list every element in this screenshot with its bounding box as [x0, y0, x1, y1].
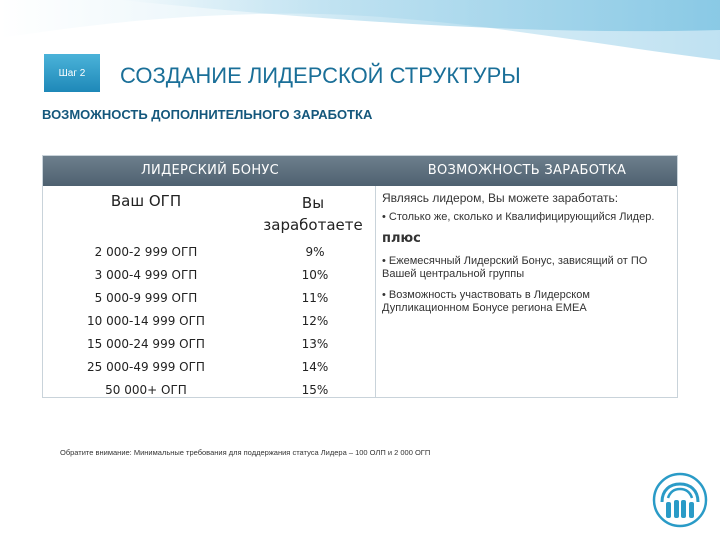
table-row — [43, 264, 375, 287]
column-heading-earn-line1: Вы — [301, 194, 325, 212]
table-row — [43, 333, 375, 356]
table-row — [43, 379, 375, 402]
row-percentage: 11% — [301, 291, 329, 305]
row-ogp-range: 5 000-9 999 ОГП — [94, 291, 198, 305]
row-ogp-range: 10 000-14 999 ОГП — [87, 314, 205, 328]
row-percentage: 13% — [301, 337, 329, 351]
table-row — [43, 241, 375, 264]
earning-bullet-monthly-bonus: • Ежемесячный Лидерский Бонус, зависящий от ПО Вашей центральной группы — [382, 255, 648, 280]
step-badge: Шаг 2 — [44, 54, 100, 92]
earning-bullet-same-as-qualifying: • Столько же, сколько и Квалифицирующийся Лидер. — [382, 211, 655, 223]
header-earning-opportunity: ВОЗМОЖНОСТЬ ЗАРАБОТКА — [427, 163, 627, 178]
page-subtitle: ВОЗМОЖНОСТЬ ДОПОЛНИТЕЛЬНОГО ЗАРАБОТКА — [42, 107, 373, 122]
row-ogp-range: 3 000-4 999 ОГП — [94, 268, 198, 282]
header-leader-bonus: ЛИДЕРСКИЙ БОНУС — [140, 163, 280, 178]
company-logo-icon — [652, 472, 708, 528]
earning-opportunity-text — [382, 192, 670, 323]
bonus-rows — [43, 241, 375, 402]
row-ogp-range: 25 000-49 999 ОГП — [87, 360, 205, 374]
row-ogp-range: 15 000-24 999 ОГП — [87, 337, 205, 351]
earning-bullet-duplication-bonus: • Возможность участвовать в Лидерском Дупликационном Бонусе региона ЕМЕА — [382, 289, 590, 314]
table-row — [43, 287, 375, 310]
page-title: СОЗДАНИЕ ЛИДЕРСКОЙ СТРУКТУРЫ — [120, 63, 521, 88]
table-row — [43, 356, 375, 379]
row-percentage: 14% — [301, 360, 329, 374]
row-ogp-range: 2 000-2 999 ОГП — [94, 245, 198, 259]
row-percentage: 12% — [301, 314, 329, 328]
row-percentage: 10% — [301, 268, 329, 282]
footnote: Обратите внимание: Минимальные требования для поддержания статуса Лидера – 100 ОЛП и 2 000 ОГП — [60, 448, 431, 457]
leader-bonus-table — [42, 155, 678, 398]
row-ogp-range: 50 000+ ОГП — [105, 383, 187, 397]
column-heading-earn — [248, 192, 378, 236]
table-row — [43, 310, 375, 333]
column-heading-ogp: Ваш ОГП — [110, 192, 182, 210]
row-percentage: 15% — [301, 383, 329, 397]
column-heading-earn-line2: заработаете — [263, 216, 363, 234]
table-header-bar — [43, 156, 677, 186]
row-percentage: 9% — [305, 245, 325, 259]
earning-intro: Являясь лидером, Вы можете заработать: — [382, 191, 619, 205]
earning-plus-label: плюс — [382, 231, 421, 246]
